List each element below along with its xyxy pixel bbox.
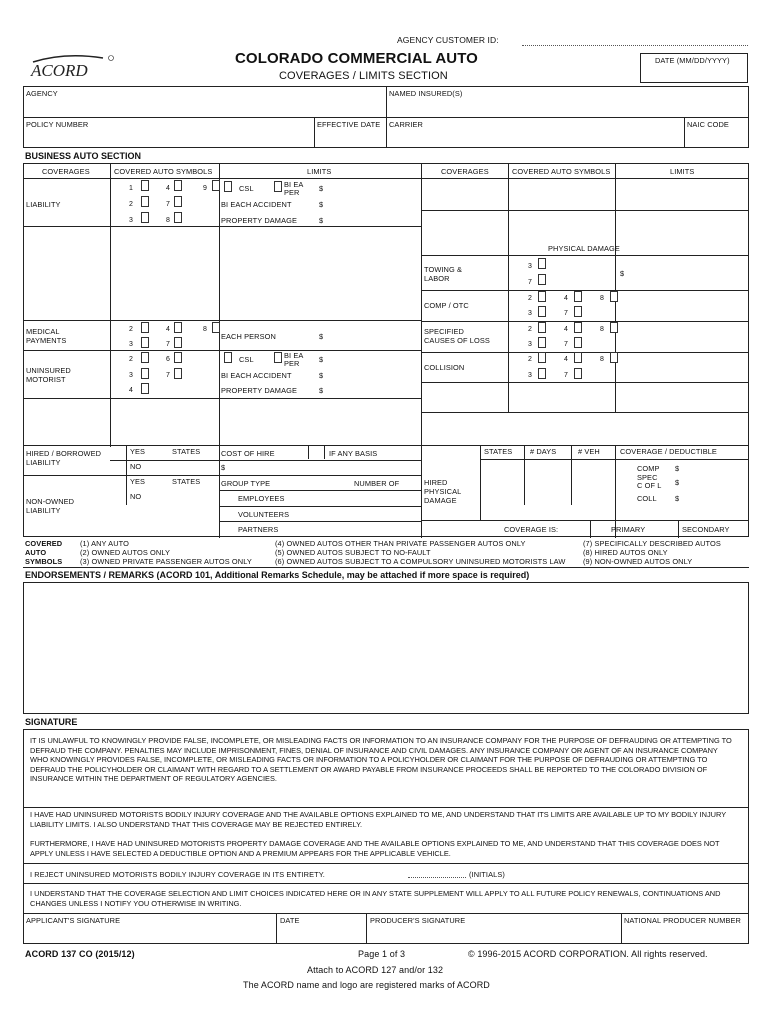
copyright: © 1996-2015 ACORD CORPORATION. All rights reserved. [468,949,708,959]
symbol-checkbox[interactable] [538,368,546,379]
symbol-checkbox[interactable] [174,180,182,191]
bi-ea-per-label: BI EA PER [284,351,303,368]
comp-label: COMP [637,464,660,473]
spec-c-of-l-label: SPEC C OF L [637,473,662,490]
um-bi-statement: I HAVE HAD UNINSURED MOTORISTS BODILY INJURY COVERAGE AND THE AVAILABLE OPTIONS EXPLAINED TO ME, AND UNDERSTAND THAT ITS LIMITS ARE AVAILABLE UP TO MY BODILY INJURY LIABILITY LIMITS. I ALSO UNDERSTAND THAT THIS COVERAGE MAY BE REJECTED ENTIRELY. [30,810,726,829]
signature-title: SIGNATURE [25,717,78,727]
dollar-sign: $ [319,216,324,225]
no-label: NO [130,492,142,501]
medical-payments-label: MEDICAL PAYMENTS [26,327,67,345]
bi-checkbox[interactable] [274,352,282,363]
coverages-header: COVERAGES [42,167,90,176]
dollar-sign: $ [675,494,680,503]
symbol-checkbox[interactable] [574,337,582,348]
symbol-checkbox[interactable] [141,180,149,191]
symbol-checkbox[interactable] [538,274,546,285]
property-damage-label: PROPERTY DAMAGE [221,216,297,225]
national-producer-number-label: NATIONAL PRODUCER NUMBER [624,916,741,925]
symbol-legend-8: (8) HIRED AUTOS ONLY [583,548,668,557]
dollar-sign: $ [620,269,625,278]
specified-causes-label: SPECIFIED CAUSES OF LOSS [424,327,490,345]
bi-each-accident-label: BI EACH ACCIDENT [221,200,292,209]
hired-pd-label: HIRED PHYSICAL DAMAGE [424,478,462,505]
symbols-header-right: COVERED AUTO SYMBOLS [512,167,611,176]
agency-customer-id-label: AGENCY CUSTOMER ID: [397,35,499,45]
symbol-checkbox[interactable] [174,368,182,379]
no-label: NO [130,462,142,471]
towing-label: TOWING & LABOR [424,265,463,283]
csl-label: CSL [239,355,254,364]
symbol-checkbox[interactable] [610,322,618,333]
naic-code-label: NAIC CODE [687,120,729,129]
limits-header: LIMITS [307,167,332,176]
named-insured-label: NAMED INSURED(S) [389,89,463,98]
each-person-label: EACH PERSON [221,332,276,341]
symbol-checkbox[interactable] [574,291,582,302]
effective-date-label: EFFECTIVE DATE [317,120,381,129]
group-type-label: GROUP TYPE [221,479,271,488]
symbol-checkbox[interactable] [141,368,149,379]
symbol-checkbox[interactable] [538,291,546,302]
signature-block [23,729,749,944]
symbol-legend-1: (1) ANY AUTO [80,539,129,548]
carrier-label: CARRIER [389,120,423,129]
remarks-field[interactable] [23,582,749,714]
symbol-checkbox[interactable] [538,337,546,348]
date-field[interactable] [640,53,748,83]
dollar-sign: $ [319,386,324,395]
symbol-checkbox[interactable] [538,258,546,269]
symbol-checkbox[interactable] [141,212,149,223]
comp-otc-label: COMP / OTC [424,301,469,310]
symbol-checkbox[interactable] [538,306,546,317]
business-auto-grid: COVERAGES COVERED AUTO SYMBOLS LIMITS COVERAGES COVERED AUTO SYMBOLS LIMITS PHYSICAL DAMAGE LIABILITY 1 4 9 2 7 3 8 CSL BI EA PER $ BI EACH ACCIDENT $ PROPERTY DAMAGE $ TOWING & LABOR 3 7 $ COMP / OTC 2 4 8 3 7 MEDICAL PAYMENTS 2 4 8 3 7 EACH PERSON $ SPECIFIED CAUSES OF LOSS 2 4 8 3 7 UNINSURED MOTORIST 2 6 3 7 4 CSL BI EA PER $ BI EACH ACCIDENT $ PROPERTY DAMAGE $ COLLISION 2 4 8 3 7 HIRED / BORROWED LIABILITY YES STATES NO COST OF HIRE IF ANY BASIS $ NON-OWNED LIABILITY YES STATES NO GROUP TYPE NUMBER OF EMPLOYEES VOLUNTEERS PARTNERS STATES # DAYS # VEH COVERAGE / DEDUCTIBLE HIRED PHYSICAL DAMAGE COMP $ SPEC C OF L $ COLL $ COVERAGE IS: PRIMARY SECONDARY [23,163,749,537]
agency-label: AGENCY [26,89,58,98]
symbol-checkbox[interactable] [212,180,220,191]
yes-label: YES [130,447,146,456]
dollar-sign: $ [319,332,324,341]
acord-logo [25,52,120,80]
states-label: STATES [172,447,201,456]
applicant-signature-label: APPLICANT'S SIGNATURE [26,916,121,925]
csl-checkbox[interactable] [224,181,232,192]
symbol-checkbox[interactable] [174,196,182,207]
symbol-legend-6: (6) OWNED AUTOS SUBJECT TO A COMPULSORY UNINSURED MOTORISTS LAW [275,557,566,566]
symbol-checkbox[interactable] [538,322,546,333]
initials-label: (INITIALS) [469,870,505,879]
symbol-legend-7: (7) SPECIFICALLY DESCRIBED AUTOS [583,539,721,548]
collision-label: COLLISION [424,363,465,372]
business-auto-section-title: BUSINESS AUTO SECTION [25,151,142,161]
symbol-checkbox[interactable] [538,352,546,363]
trademark-note: The ACORD name and logo are registered marks of ACORD [243,980,490,990]
secondary-label: SECONDARY [682,525,730,534]
date-label-sig: DATE [280,916,300,925]
symbol-checkbox[interactable] [574,352,582,363]
csl-checkbox[interactable] [224,352,232,363]
symbol-legend-9: (9) NON-OWNED AUTOS ONLY [583,557,693,566]
coverage-deductible-label: COVERAGE / DEDUCTIBLE [620,447,717,456]
coll-label: COLL [637,494,657,503]
primary-label: PRIMARY [611,525,646,534]
reject-statement: I REJECT UNINSURED MOTORISTS BODILY INJURY COVERAGE IN ITS ENTIRETY. [30,870,325,879]
veh-label: # VEH [578,447,600,456]
symbol-checkbox[interactable] [141,337,149,348]
symbol-checkbox[interactable] [141,383,149,394]
cost-of-hire-label: COST OF HIRE [221,449,275,458]
dollar-sign: $ [675,478,680,487]
date-label: DATE (MM/DD/YYYY) [655,56,730,65]
endorsements-title: ENDORSEMENTS / REMARKS (ACORD 101, Additional Remarks Schedule, may be attached if more space is required) [25,570,530,580]
symbol-checkbox[interactable] [574,322,582,333]
dollar-sign: $ [319,184,324,193]
bi-ea-per-label: BI EA PER [284,180,303,197]
csl-label: CSL [239,184,254,193]
symbol-legend-5: (5) OWNED AUTOS SUBJECT TO NO-FAULT [275,548,431,557]
agency-customer-id-field[interactable] [522,45,748,46]
if-any-basis-label: IF ANY BASIS [329,449,378,458]
initials-field[interactable] [408,877,466,878]
form-title: COLORADO COMMERCIAL AUTO [235,50,478,67]
policy-number-label: POLICY NUMBER [26,120,89,129]
states-label: STATES [172,477,201,486]
symbol-checkbox[interactable] [212,322,220,333]
symbol-checkbox[interactable] [174,337,182,348]
volunteers-label: VOLUNTEERS [238,510,290,519]
liability-label: LIABILITY [26,200,61,209]
symbol-checkbox[interactable] [174,212,182,223]
number-of-label: NUMBER OF [354,479,400,488]
yes-label: YES [130,477,146,486]
partners-label: PARTNERS [238,525,279,534]
symbol-legend-3: (3) OWNED PRIVATE PASSENGER AUTOS ONLY [80,557,252,566]
dollar-sign: $ [319,200,324,209]
symbol-checkbox[interactable] [574,306,582,317]
dollar-sign: $ [319,355,324,364]
coverage-is-label: COVERAGE IS: [504,525,559,534]
bi-checkbox[interactable] [274,181,282,192]
fraud-notice: IT IS UNLAWFUL TO KNOWINGLY PROVIDE FALSE, INCOMPLETE, OR MISLEADING FACTS OR INFORMATION TO AN INSURANCE COMPANY FOR THE PURPOSE OF DEFRAUDING OR ATTEMPTING TO DEFRAUD THE COMPANY. PENALTIES MAY INCLUDE IMPRISONMENT, FINES, DENIAL OF INSURANCE AND CIVIL DAMAGES. ANY INSURANCE COMPANY OR AGENT OF AN INSURANCE COMPANY WHO KNOWINGLY PROVIDES FALSE, INCOMPLETE, OR MISLEADING FACTS OR INFORMATION TO A POLICYHOLDER OR CLAIMANT FOR THE PURPOSE OF DEFRAUDING OR ATTEMPTING TO DEFRAUD THE POLICYHOLDER OR CLAIMANT WITH REGARD TO A SETTLEMENT OR AWARD PAYABLE FROM INSURANCE PROCEEDS SHALL BE REPORTED TO THE COLORADO DIVISION OF INSURANCE WITHIN THE DEPARTMENT OF REGULATORY AGENCIES. [30,736,732,784]
um-pd-statement: FURTHERMORE, I HAVE HAD UNINSURED MOTORISTS PROPERTY DAMAGE COVERAGE AND THE AVAILABLE OPTIONS EXPLAINED TO ME, AND UNDERSTAND THAT THIS COVERAGE DOES NOT APPLY UNLESS I HAVE SELECTED A DEDUCTIBLE OPTION AND A PREMIUM APPEARS FOR THE APPLICABLE VEHICLE. [30,839,720,858]
symbol-checkbox[interactable] [141,352,149,363]
dollar-sign: $ [221,463,226,472]
symbol-legend-2: (2) OWNED AUTOS ONLY [80,548,171,557]
symbols-legend-label: COVERED AUTO SYMBOLS [25,539,63,566]
attach-note: Attach to ACORD 127 and/or 132 [307,965,444,975]
symbol-checkbox[interactable] [610,291,618,302]
producer-signature-label: PRODUCER'S SIGNATURE [370,916,466,925]
page-number: Page 1 of 3 [358,949,406,959]
bi-each-accident-label: BI EACH ACCIDENT [221,371,292,380]
states-label: STATES [484,447,513,456]
symbol-checkbox[interactable] [174,322,182,333]
physical-damage-header: PHYSICAL DAMAGE [548,244,620,253]
uninsured-motorist-label: UNINSURED MOTORIST [26,366,71,384]
agency-block [23,86,749,148]
property-damage-label: PROPERTY DAMAGE [221,386,297,395]
symbol-checkbox[interactable] [141,322,149,333]
days-label: # DAYS [530,447,557,456]
form-number: ACORD 137 CO (2015/12) [25,949,135,959]
employees-label: EMPLOYEES [238,494,285,503]
symbols-header: COVERED AUTO SYMBOLS [114,167,213,176]
symbol-checkbox[interactable] [174,352,182,363]
coverages-header-right: COVERAGES [441,167,489,176]
limits-header-right: LIMITS [670,167,695,176]
dollar-sign: $ [319,371,324,380]
symbol-checkbox[interactable] [141,196,149,207]
form-subtitle: COVERAGES / LIMITS SECTION [279,70,448,82]
symbol-legend-4: (4) OWNED AUTOS OTHER THAN PRIVATE PASSENGER AUTOS ONLY [275,539,526,548]
symbol-checkbox[interactable] [610,352,618,363]
future-policy-statement: I UNDERSTAND THAT THE COVERAGE SELECTION AND LIMIT CHOICES INDICATED HERE OR IN ANY STATE SUPPLEMENT WILL APPLY TO ALL FUTURE POLICY RENEWALS, CONTINUATIONS AND CHANGES UNLESS I NOTIFY YOU OTHERWISE IN WRITING. [30,889,721,908]
svg-text:ACORD: ACORD [31,61,88,80]
hired-borrowed-label: HIRED / BORROWED LIABILITY [26,449,102,467]
symbol-checkbox[interactable] [574,368,582,379]
non-owned-label: NON-OWNED LIABILITY [26,497,75,515]
dollar-sign: $ [675,464,680,473]
